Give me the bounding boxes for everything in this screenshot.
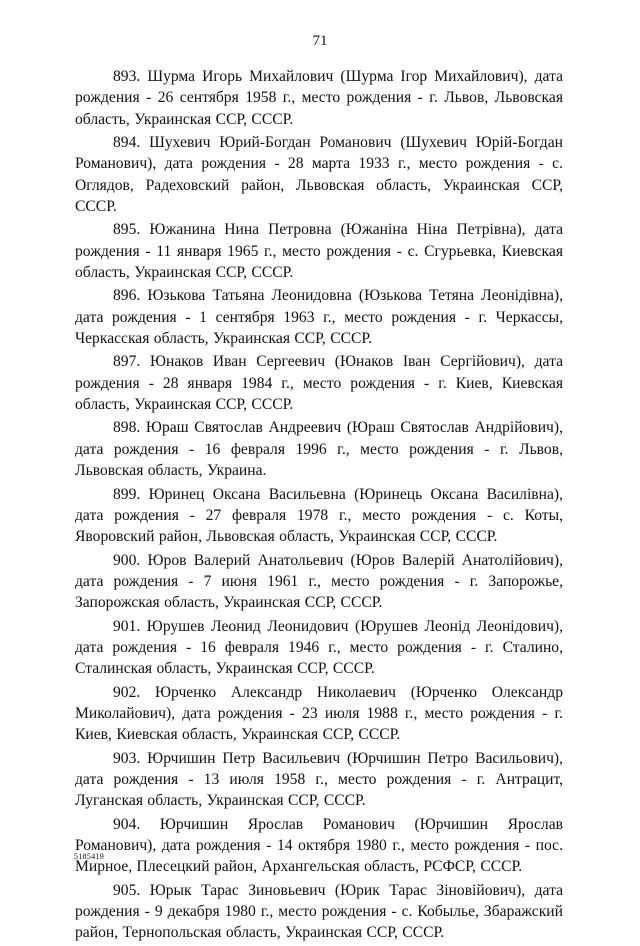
list-item: 898. Юраш Святослав Андреевич (Юраш Святослав Андрійович), дата рождения - 16 февраля 1996 г., место рождения - г. Львов, Львовская область, Украина.	[75, 419, 563, 480]
list-item: 897. Юнаков Иван Сергеевич (Юнаков Іван Сергійович), дата рождения - 28 января 1984 г., место рождения - г. Киев, Киевская область, Украинская ССР, СССР.	[75, 353, 563, 414]
list-item: 895. Южанина Нина Петровна (Южаніна Ніна Петрівна), дата рождения - 11 января 1965 г., место рождения - с. Сгурьевка, Киевская область, Украинская ССР, СССР.	[75, 221, 563, 282]
list-item: 904. Юрчишин Ярослав Романович (Юрчишин Ярослав Романович), дата рождения - 14 октября 1980 г., место рождения - пос. Мирное, Плесецкий район, Архангельская область, РСФСР, СССР.	[75, 815, 563, 876]
list-item: 903. Юрчишин Петр Васильевич (Юрчишин Петро Васильович), дата рождения - 13 июля 1958 г., место рождения - г. Антрацит, Луганская область, Украинская ССР, СССР.	[75, 749, 563, 810]
list-item: 893. Шурма Игорь Михайлович (Шурма Ігор Михайлович), дата рождения - 26 сентября 1958 г., место рождения - г. Львов, Львовская область, Украинская ССР, СССР.	[75, 68, 563, 128]
document-code: 5185419	[74, 852, 105, 861]
list-item: 900. Юров Валерий Анатольевич (Юров Валерій Анатолійович), дата рождения - 7 июня 1961 г., место рождения - г. Запорожье, Запорожская область, Украинская ССР, СССР.	[75, 551, 563, 612]
page-number: 71	[312, 33, 328, 49]
list-item: 905. Юрык Тарас Зиновьевич (Юрик Тарас Зіновійович), дата рождения - 9 декабря 1980 г., место рождения - с. Кобылье, Збаражский район, Тернопольская область, Украинская ССР, СССР.	[75, 881, 563, 942]
list-item: 901. Юрушев Леонид Леонидович (Юрушев Леонід Леонідович), дата рождения - 16 февраля 1946 г., место рождения - г. Сталино, Сталинская область, Украинская ССР, СССР.	[75, 617, 563, 678]
list-item: 894. Шухевич Юрий-Богдан Романович (Шухевич Юрій-Богдан Романович), дата рождения - 28 марта 1933 г., место рождения - с. Оглядов, Радеховский район, Львовская область, Украинская ССР, СССР.	[75, 134, 563, 216]
entry-list	[75, 66, 563, 946]
list-item: 896. Юзькова Татьяна Леонидовна (Юзькова Тетяна Леонідівна), дата рождения - 1 сентября 1963 г., место рождения - г. Черкассы, Черкасская область, Украинская ССР, СССР.	[75, 287, 563, 348]
list-item: 902. Юрченко Александр Николаевич (Юрченко Олександр Миколайович), дата рождения - 23 июля 1988 г., место рождения - г. Киев, Киевская область, Украинская ССР, СССР.	[75, 683, 563, 744]
list-item: 899. Юринец Оксана Васильевна (Юринець Оксана Василівна), дата рождения - 27 февраля 1978 г., место рождения - с. Коты, Яворовский район, Львовская область, Украинская ССР, СССР.	[75, 485, 563, 546]
